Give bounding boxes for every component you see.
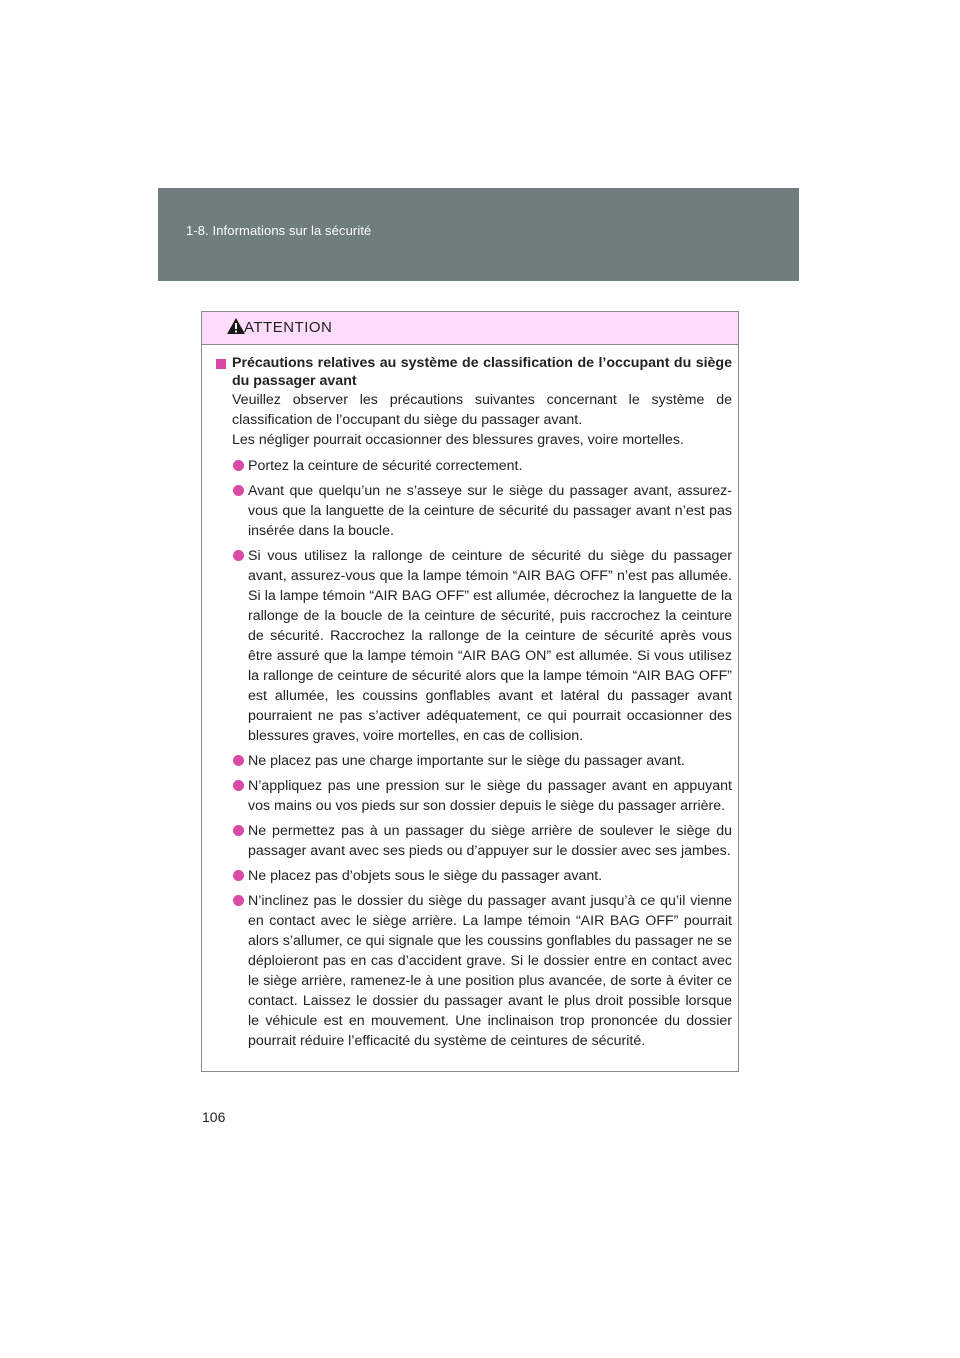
list-item: Ne placez pas une charge importante sur le siège du passager avant. <box>232 751 732 771</box>
circle-bullet-icon <box>233 550 244 561</box>
warning-heading-row <box>216 354 732 390</box>
warning-intro <box>232 390 732 450</box>
warning-triangle-icon <box>226 317 246 335</box>
circle-bullet-icon <box>233 485 244 496</box>
circle-bullet-icon <box>233 870 244 881</box>
warning-heading: Précautions relatives au système de classification de l’occupant du siège du passager avant <box>232 355 732 389</box>
circle-bullet-icon <box>233 460 244 471</box>
warning-body <box>202 345 738 1051</box>
list-item: Portez la ceinture de sécurité correctement. <box>232 456 732 476</box>
list-item: Ne placez pas d’objets sous le siège du passager avant. <box>232 866 732 886</box>
list-item: N’inclinez pas le dossier du siège du passager avant jusqu’à ce qu’il vienne en contact avec le siège arrière. La lampe témoin “AIR BAG OFF” pourrait alors s’allumer, ce qui signale que les coussins gonflables du passager ne se déploieront pas en cas d’accident grave. Si le dossier entre en contact avec le siège arrière, ramenez-le à une position plus avancée, de sorte à éviter ce contact. Laissez le dossier du passager avant le plus droit possible lorsque le véhicule est en mouvement. Une inclinaison trop prononcée du dossier pourrait réduire l’efficacité du système de ceintures de sécurité. <box>232 891 732 1051</box>
list-item: Si vous utilisez la rallonge de ceinture de sécurité du siège du passager avant, assurez-vous que la lampe témoin “AIR BAG OFF” n’est pas allumée. Si la lampe témoin “AIR BAG OFF” est allumée, décrochez la languette de la rallonge de la boucle de la ceinture de sécurité, puis raccrochez la ceinture de sécurité. Raccrochez la rallonge de la ceinture de sécurité après vous être assuré que la lampe témoin “AIR BAG ON” est allumée. Si vous utilisez la rallonge de ceinture de sécurité alors que la lampe témoin “AIR BAG OFF” est allumée, les coussins gonflables avant et latéral du passager avant pourraient ne pas s’activer adéquatement, ce qui pourrait occasionner des blessures graves, voire mortelles, en cas de collision. <box>232 546 732 746</box>
circle-bullet-icon <box>233 825 244 836</box>
list-item: Ne permettez pas à un passager du siège arrière de soulever le siège du passager avant avec ses pieds ou d’appuyer sur le dossier avec ses jambes. <box>232 821 732 861</box>
page-number: 106 <box>202 1109 226 1125</box>
warning-intro-text: Veuillez observer les précautions suivantes concernant le système de classification de l’occupant du siège du passager avant. <box>232 392 732 428</box>
warning-intro-text-2: Les négliger pourrait occasionner des blessures graves, voire mortelles. <box>232 432 684 448</box>
section-title: 1-8. Informations sur la sécurité <box>186 223 372 238</box>
circle-bullet-icon <box>233 780 244 791</box>
circle-bullet-icon <box>233 895 244 906</box>
warning-box <box>201 311 739 1072</box>
section-header-band <box>158 188 799 281</box>
list-item: Avant que quelqu’un ne s’asseye sur le siège du passager avant, assurez-vous que la languette de la ceinture de sécurité du passager avant n’est pas insérée dans la boucle. <box>232 481 732 541</box>
list-item: N’appliquez pas une pression sur le siège du passager avant en appuyant vos mains ou vos pieds sur son dossier depuis le siège du passager arrière. <box>232 776 732 816</box>
circle-bullet-icon <box>233 755 244 766</box>
precautions-list <box>216 456 732 1051</box>
warning-header <box>202 312 738 345</box>
warning-title: ATTENTION <box>244 319 333 336</box>
square-bullet-icon <box>216 359 226 369</box>
